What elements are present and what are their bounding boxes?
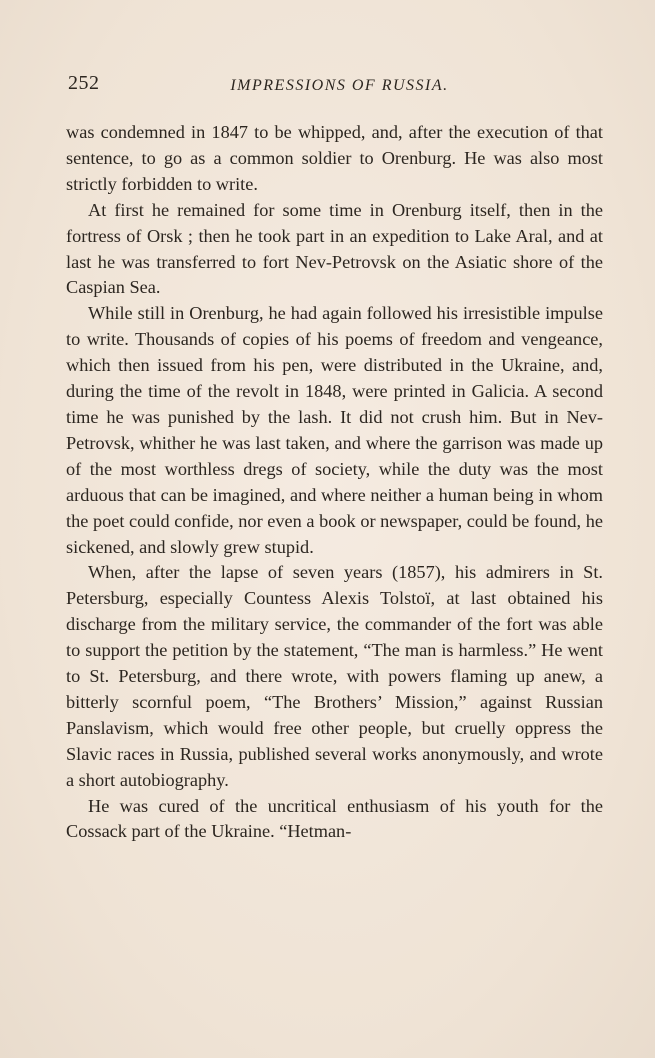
paragraph-still-in-orenburg: While still in Orenburg, he had again followed his irresistible impulse to write. Thousands of copies of his poems of freedom and vengeance, which then issued from his pen, were distributed in the Ukraine, and, during the time of the revolt in 1848, were printed in Galicia. A second time he was punished by the lash. It did not crush him. But in Nev-Petrovsk, whither he was last taken, and where the garrison was made up of the most worthless dregs of society, while the duty was the most arduous that can be imagined, and where neither a human being in whom the poet could confide, nor even a book or newspaper, could be found, he sickened, and slowly grew stupid.: [66, 303, 603, 557]
paragraph-cured: He was cured of the uncritical enthusiasm of his youth for the Cossack part of the Ukraine. “Hetman-: [66, 795, 603, 842]
body-text: [66, 120, 603, 845]
page-number: 252: [68, 72, 100, 94]
paragraph-discharge: When, after the lapse of seven years (1857), his admirers in St. Petersburg, especially Countess Alexis Tolstoï, at last obtained his discharge from the military service, the commander of the fort was able to support the petition by the statement, “The man is harmless.” He went to St. Petersburg, and there wrote, with powers flaming up anew, a bitterly scornful poem, “The Brothers’ Mission,” against Russian Panslavism, which would free other people, but cruelly oppress the Slavic races in Russia, published several works anonymously, and wrote a short autobiography.: [66, 562, 603, 790]
running-title: IMPRESSIONS OF RUSSIA.: [230, 77, 449, 94]
paragraph-continued: was condemned in 1847 to be whipped, and, after the execution of that sentence, to go as a common soldier to Orenburg. He was also most strictly forbidden to write.: [66, 122, 603, 194]
running-head: [66, 72, 603, 102]
paragraph-orenburg: At first he remained for some time in Orenburg itself, then in the fortress of Orsk ; then he took part in an expedition to Lake Aral, and at last he was transferred to fort Nev-Petrovsk on the Asiatic shore of the Caspian Sea.: [66, 199, 603, 298]
book-page: [66, 72, 603, 845]
